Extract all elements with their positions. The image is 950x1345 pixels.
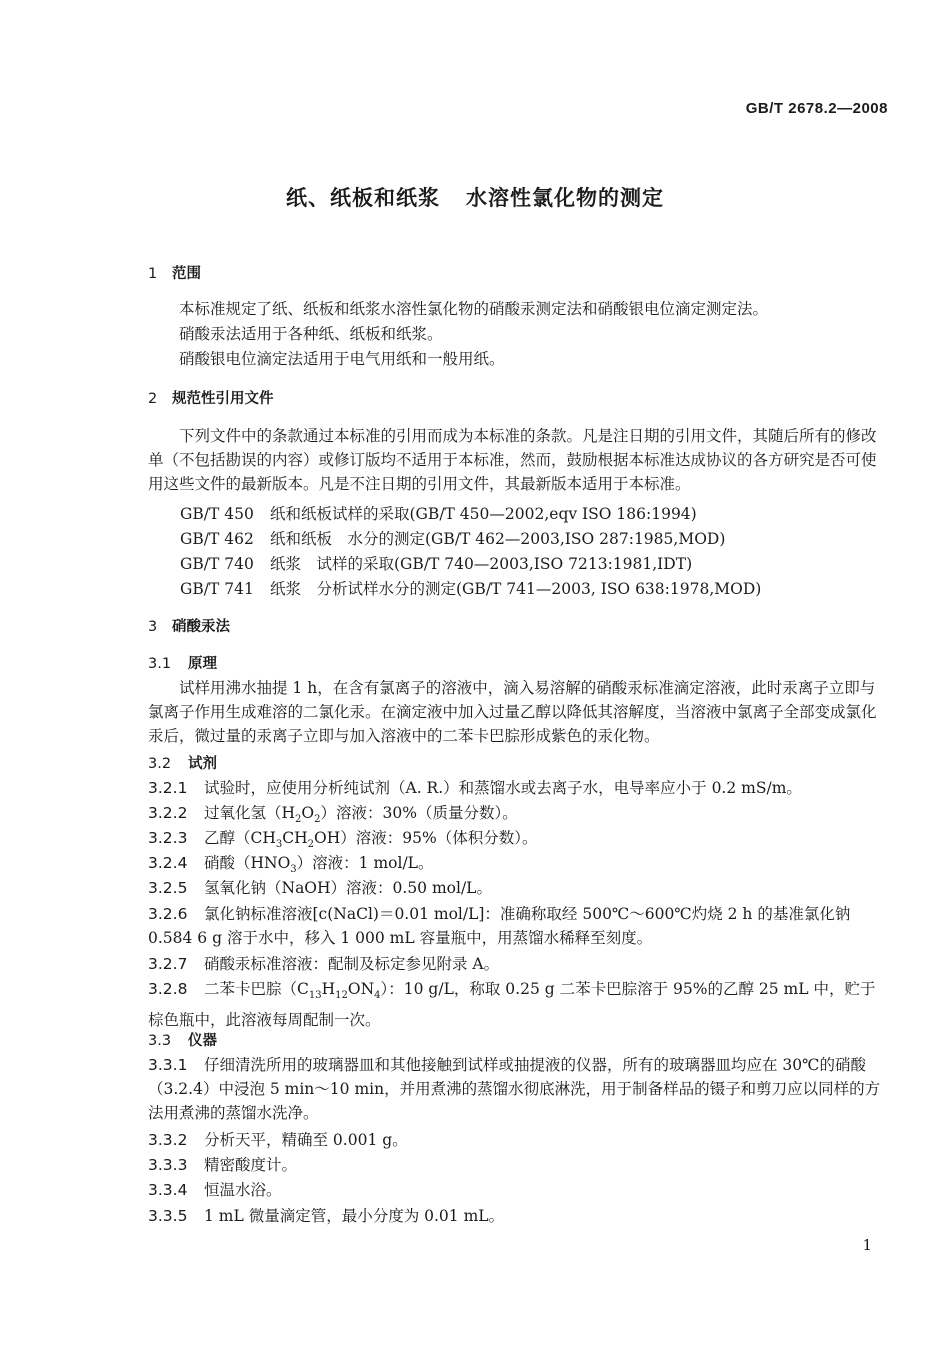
subsection-3-3-heading xyxy=(148,1029,217,1050)
item-number: 3.2.3 xyxy=(148,829,188,847)
section-3-heading xyxy=(148,615,230,636)
title-part-2: 水溶性氯化物的测定 xyxy=(466,186,664,210)
item-number: 3.2.7 xyxy=(148,955,188,973)
apparatus-item xyxy=(148,1053,888,1125)
item-text: 二苯卡巴腙$(C_{13}H_{12}ON_4)$：10 g/L，称取 0.25 g 二苯卡巴腙溶于 95%的乙醇 25 mL 中，贮于棕色瓶中，此溶液每周配制一次。 xyxy=(148,980,876,1030)
reference-item xyxy=(180,527,725,549)
section-number: 1 xyxy=(148,266,158,282)
section-title: 规范性引用文件 xyxy=(172,391,274,407)
page-number: 1 xyxy=(862,1236,872,1254)
subsection-number: 3.1 xyxy=(148,656,172,672)
subsection-3-2-heading xyxy=(148,752,217,773)
reference-text: 纸和纸板 水分的测定(GB/T 462—2003,ISO 287:1985,MOD) xyxy=(270,530,726,548)
paragraph: 试样用沸水抽提 1 h，在含有氯离子的溶液中，滴入易溶解的硝酸汞标准滴定溶液，此时汞离子立即与氯离子作用生成难溶的二氯化汞。在滴定液中加入过量乙醇以降低其溶解度，当溶液中氯离子全部变成氯化汞后，微过量的汞离子立即与加入溶液中的二苯卡巴腙形成紫色的汞化物。 xyxy=(148,679,877,745)
section-title: 硝酸汞法 xyxy=(172,619,230,635)
item-text: 分析天平，精确至 0.001 g。 xyxy=(204,1131,408,1149)
item-text: 过氧化氢$(H_2O_2)$溶液：30%（质量分数）。 xyxy=(204,804,518,826)
item-number: 3.2.5 xyxy=(148,879,188,897)
reagent-item xyxy=(148,902,888,950)
reference-item xyxy=(180,552,692,574)
paragraph: 硝酸银电位滴定法适用于电气用纸和一般用纸。 xyxy=(179,350,505,368)
reference-item xyxy=(180,577,761,599)
section-number: 2 xyxy=(148,391,158,407)
subsection-title: 仪器 xyxy=(188,1033,217,1049)
item-number: 3.2.1 xyxy=(148,779,188,797)
item-text: 恒温水浴。 xyxy=(204,1181,282,1199)
paragraph: 下列文件中的条款通过本标准的引用而成为本标准的条款。凡是注日期的引用文件，其随后所有的修改单（不包括勘误的内容）或修订版均不适用于本标准，然而，鼓励根据本标准达成协议的各方研究是否可使用这些文件的最新版本。凡是不注日期的引用文件，其最新版本适用于本标准。 xyxy=(148,427,877,493)
title-part-1: 纸、纸板和纸浆 xyxy=(286,186,440,210)
item-number: 3.2.4 xyxy=(148,854,188,872)
item-text: 氯化钠标准溶液[c(NaCl)＝0.01 mol/L]：准确称取经 500℃～600℃灼烧 2 h 的基准氯化钠 0.584 6 g 溶于水中，移入 1 000 mL 容量瓶中，用蒸馏水稀释至刻度。 xyxy=(148,905,851,947)
item-number: 3.3.4 xyxy=(148,1181,188,1199)
item-text: 1 mL 微量滴定管，最小分度为 0.01 mL。 xyxy=(204,1207,505,1225)
item-number: 3.3.2 xyxy=(148,1131,188,1149)
item-number: 3.3.1 xyxy=(148,1056,188,1074)
paragraph: 硝酸汞法适用于各种纸、纸板和纸浆。 xyxy=(179,325,443,343)
apparatus-item xyxy=(148,1128,888,1152)
item-text: 氢氧化钠（NaOH）溶液：0.50 mol/L。 xyxy=(204,879,492,897)
reference-text: 纸浆 分析试样水分的测定(GB/T 741—2003, ISO 638:1978,MOD) xyxy=(270,580,762,598)
apparatus-item xyxy=(148,1204,888,1228)
reference-code: GB/T 462 xyxy=(180,530,254,548)
reagent-item xyxy=(148,876,888,900)
paragraph: 本标准规定了纸、纸板和纸浆水溶性氯化物的硝酸汞测定法和硝酸银电位滴定测定法。 xyxy=(179,300,769,318)
reagent-item xyxy=(148,776,888,800)
apparatus-item xyxy=(148,1178,888,1202)
reference-code: GB/T 450 xyxy=(180,505,254,523)
section-number: 3 xyxy=(148,619,158,635)
section-1-heading xyxy=(148,262,201,283)
item-text: 精密酸度计。 xyxy=(204,1156,298,1174)
subsection-number: 3.3 xyxy=(148,1033,172,1049)
subsection-title: 原理 xyxy=(188,656,217,672)
item-number: 3.3.3 xyxy=(148,1156,188,1174)
subsection-title: 试剂 xyxy=(188,756,217,772)
subsection-number: 3.2 xyxy=(148,756,172,772)
item-number: 3.2.6 xyxy=(148,905,188,923)
item-number: 3.3.5 xyxy=(148,1207,188,1225)
section-2-heading xyxy=(148,387,274,408)
apparatus-item xyxy=(148,1153,888,1177)
item-text: 仔细清洗所用的玻璃器皿和其他接触到试样或抽提液的仪器，所有的玻璃器皿均应在 30℃的硝酸（3.2.4）中浸泡 5 min～10 min，并用煮沸的蒸馏水彻底淋洗，用于制备样品的镊子和剪刀应以同样的方法用煮沸的蒸馏水洗净。 xyxy=(148,1056,881,1122)
item-number: 3.2.8 xyxy=(148,980,188,998)
item-text: 硝酸汞标准溶液：配制及标定参见附录 A。 xyxy=(204,955,500,973)
item-text: 硝酸$(HNO_3)$溶液：1 mol/L。 xyxy=(204,854,434,876)
item-text: 乙醇$(CH_3CH_2OH)$溶液：95%（体积分数）。 xyxy=(204,829,538,851)
item-number: 3.2.2 xyxy=(148,804,188,822)
reagent-item xyxy=(148,977,888,1032)
reference-code: GB/T 741 xyxy=(180,580,254,598)
standard-number: GB/T 2678.2—2008 xyxy=(745,100,888,117)
reference-item xyxy=(180,502,697,524)
document-title xyxy=(0,182,950,212)
section-title: 范围 xyxy=(172,266,201,282)
item-text: 试验时，应使用分析纯试剂（A. R.）和蒸馏水或去离子水，电导率应小于 0.2 mS/m。 xyxy=(204,779,802,797)
reference-text: 纸和纸板试样的采取(GB/T 450—2002,eqv ISO 186:1994) xyxy=(270,505,697,523)
reference-text: 纸浆 试样的采取(GB/T 740—2003,ISO 7213:1981,IDT) xyxy=(270,555,693,573)
subsection-3-1-heading xyxy=(148,652,217,673)
reference-code: GB/T 740 xyxy=(180,555,254,573)
reagent-item xyxy=(148,952,888,976)
